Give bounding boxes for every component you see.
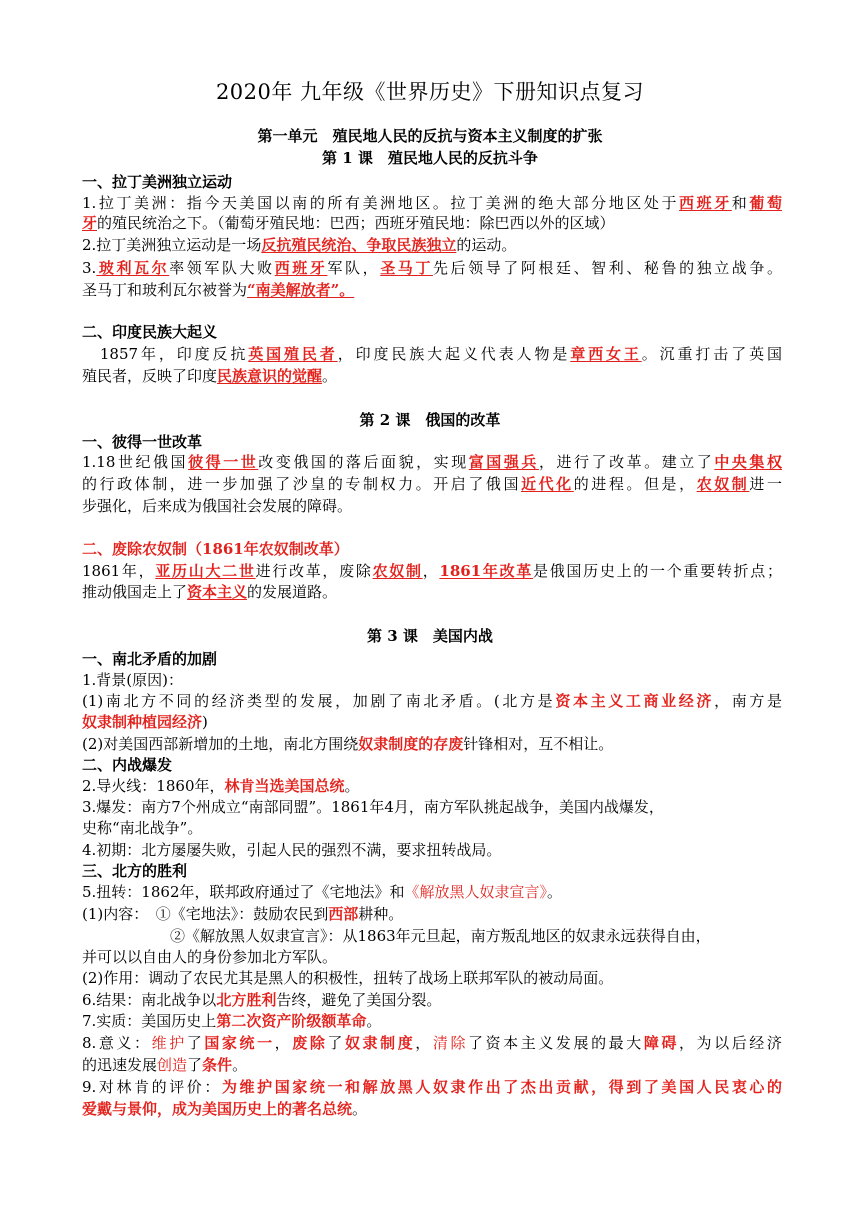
paragraph-line: 爱戴与景仰，成为美国历史上的著名总统。 (82, 1100, 368, 1118)
document-title: 2020年 九年级《世界历史》下册知识点复习 (215, 80, 645, 104)
lesson2-heading: 第 2 课 俄国的改革 (359, 411, 501, 429)
paragraph-line: 1.18世纪俄国彼得一世改变俄国的落后面貌，实现富国强兵，进行了改革。建立了中央集权 (82, 453, 782, 471)
keyword: 《解放黑人奴隶宣言》 (404, 883, 548, 901)
paragraph-line: 并可以以自由人的身份参加北方军队。 (82, 948, 338, 966)
keyword: 反抗殖民统治、争取民族独立 (261, 236, 457, 254)
keyword: 奴隶制度的存废 (358, 735, 464, 753)
section-heading: 二、印度民族大起义 (82, 323, 218, 341)
keyword: 亚历山大二世 (155, 562, 256, 580)
paragraph-line: 圣马丁和玻利瓦尔被誉为“南美解放者”。 (82, 281, 355, 299)
paragraph-line: 6.结果：南北战争以北方胜利告终，避免了美国分裂。 (82, 991, 442, 1009)
paragraph-line: 2.拉丁美洲独立运动是一场反抗殖民统治、争取民族独立的运动。 (82, 236, 517, 254)
paragraph-line: ②《解放黑人奴隶宣言》：从1863年元旦起，南方叛乱地区的奴隶永远获得自由， (170, 927, 711, 945)
keyword: 1861年改革 (439, 562, 534, 580)
keyword: 英国殖民者 (248, 345, 338, 363)
section-heading: 一、彼得一世改革 (82, 433, 203, 451)
keyword: 农奴制 (372, 562, 423, 580)
paragraph-line: 2.导火线：1860年，林肯当选美国总统。 (82, 777, 360, 795)
keyword: 牙 (82, 214, 98, 232)
section-heading: 二、废除农奴制（1861年农奴制改革） (82, 540, 349, 558)
paragraph-line: 的行政体制，进一步加强了沙皇的专制权力。开启了俄国近代化的进程。但是，农奴制进一 (82, 475, 782, 493)
paragraph-line: 1861年，亚历山大二世进行改革，废除农奴制，1861年改革是俄国历史上的一个重要转折点； (82, 562, 782, 580)
paragraph-line: (1)南北方不同的经济类型的发展，加剧了南北矛盾。(北方是资本主义工商业经济，南方是 (82, 692, 782, 710)
paragraph-line: 5.扭转：1862年，联邦政府通过了《宅地法》和《解放黑人奴隶宣言》。 (82, 883, 563, 901)
paragraph-line: 推动俄国走上了资本主义的发展道路。 (82, 583, 338, 601)
keyword: 维护 (151, 1034, 187, 1052)
keyword: 葡萄 (749, 194, 782, 212)
paragraph-line: 步强化，后来成为俄国社会发展的障碍。 (82, 497, 353, 515)
keyword: 创造 (157, 1056, 188, 1074)
keyword: 林肯当选美国总统 (224, 777, 345, 795)
keyword: 玻利瓦尔 (96, 259, 170, 277)
paragraph-line: (1)内容： ①《宅地法》：鼓励农民到西部耕种。 (82, 905, 404, 923)
lesson3-heading: 第 3 课 美国内战 (367, 627, 493, 645)
keyword: 为维护国家统一和解放黑人奴隶作出了杰出贡献，得到了美国人民衷心的 (221, 1078, 782, 1096)
paragraph-line: 1.背景(原因)： (82, 671, 184, 689)
keyword: 彼得一世 (188, 453, 259, 471)
unit-heading: 第一单元 殖民地人民的反抗与资本主义制度的扩张 (257, 127, 603, 145)
paragraph-line: (2)对美国西部新增加的土地，南北方围绕奴隶制度的存废针锋相对，互不相让。 (82, 735, 614, 753)
keyword: 民族意识的觉醒 (217, 367, 323, 385)
keyword: 资本主义工商业经济 (555, 692, 715, 710)
keyword: 奴隶制度 (344, 1034, 416, 1052)
keyword: 国家统一 (204, 1034, 275, 1052)
keyword: 北方胜利 (216, 991, 277, 1009)
paragraph-line: 殖民者，反映了印度民族意识的觉醒。 (82, 367, 338, 385)
paragraph-line: 史称“南北战争”。 (82, 819, 203, 837)
keyword: 第二次资产阶级额革命 (216, 1012, 367, 1030)
keyword: 废除 (292, 1034, 328, 1052)
keyword: 章西女王 (570, 345, 642, 363)
paragraph-line: 9.对林肯的评价：为维护国家统一和解放黑人奴隶作出了杰出贡献，得到了美国人民衷心的 (82, 1078, 782, 1096)
keyword: 圣马丁 (380, 259, 433, 277)
lesson1-heading: 第 1 课 殖民地人民的反抗斗争 (322, 149, 538, 167)
keyword: “南美解放者”。 (247, 281, 355, 299)
section-heading: 二、内战爆发 (82, 756, 173, 774)
keyword: 西班牙 (274, 259, 328, 277)
keyword: 条件 (202, 1056, 233, 1074)
keyword: 西班牙 (679, 194, 732, 212)
paragraph-line: 1857年，印度反抗英国殖民者，印度民族大起义代表人物是章西女王。沉重打击了英国 (82, 345, 782, 363)
keyword: 富国强兵 (468, 453, 539, 471)
paragraph-line: 3.玻利瓦尔率领军队大败西班牙军队，圣马丁先后领导了阿根廷、智利、秘鲁的独立战争。 (82, 259, 782, 277)
paragraph-line: 4.初期：北方屡屡失败，引起人民的强烈不满，要求扭转战局。 (82, 841, 502, 859)
section-heading: 一、拉丁美洲独立运动 (82, 173, 233, 191)
paragraph-line: 的迅速发展创造了条件。 (82, 1056, 248, 1074)
section-heading: 一、南北矛盾的加剧 (82, 650, 218, 668)
keyword: 奴隶制种植园经济 (82, 713, 203, 731)
keyword: 爱戴与景仰，成为美国历史上的著名总统 (82, 1100, 353, 1118)
keyword: 农奴制 (696, 475, 750, 493)
keyword: 中央集权 (714, 453, 782, 471)
paragraph-line: 7.实质：美国历史上第二次资产阶级额革命。 (82, 1012, 382, 1030)
paragraph-line: 牙的殖民统治之下。（葡萄牙殖民地：巴西；西班牙殖民地：除巴西以外的区域） (82, 214, 615, 232)
keyword: 西部 (328, 905, 359, 923)
paragraph-line: (2)作用：调动了农民尤其是黑人的积极性，扭转了战场上联邦军队的被动局面。 (82, 969, 614, 987)
keyword: 资本主义 (187, 583, 248, 601)
keyword: 清除 (432, 1034, 469, 1052)
keyword: 障碍 (643, 1034, 679, 1052)
paragraph-line: 3.爆发：南方7个州成立“南部同盟”。1861年4月，南方军队挑起战争，美国内战爆发， (82, 798, 664, 816)
paragraph-line: 8.意义：维护了国家统一，废除了奴隶制度，清除了资本主义发展的最大障碍，为以后经济 (82, 1034, 782, 1052)
paragraph-line: 奴隶制种植园经济) (82, 713, 208, 731)
section-heading: 三、北方的胜利 (82, 862, 188, 880)
paragraph-line: 1.拉丁美洲：指今天美国以南的所有美洲地区。拉丁美洲的绝大部分地区处于西班牙和葡萄 (82, 194, 782, 212)
keyword: 近代化 (521, 475, 574, 493)
